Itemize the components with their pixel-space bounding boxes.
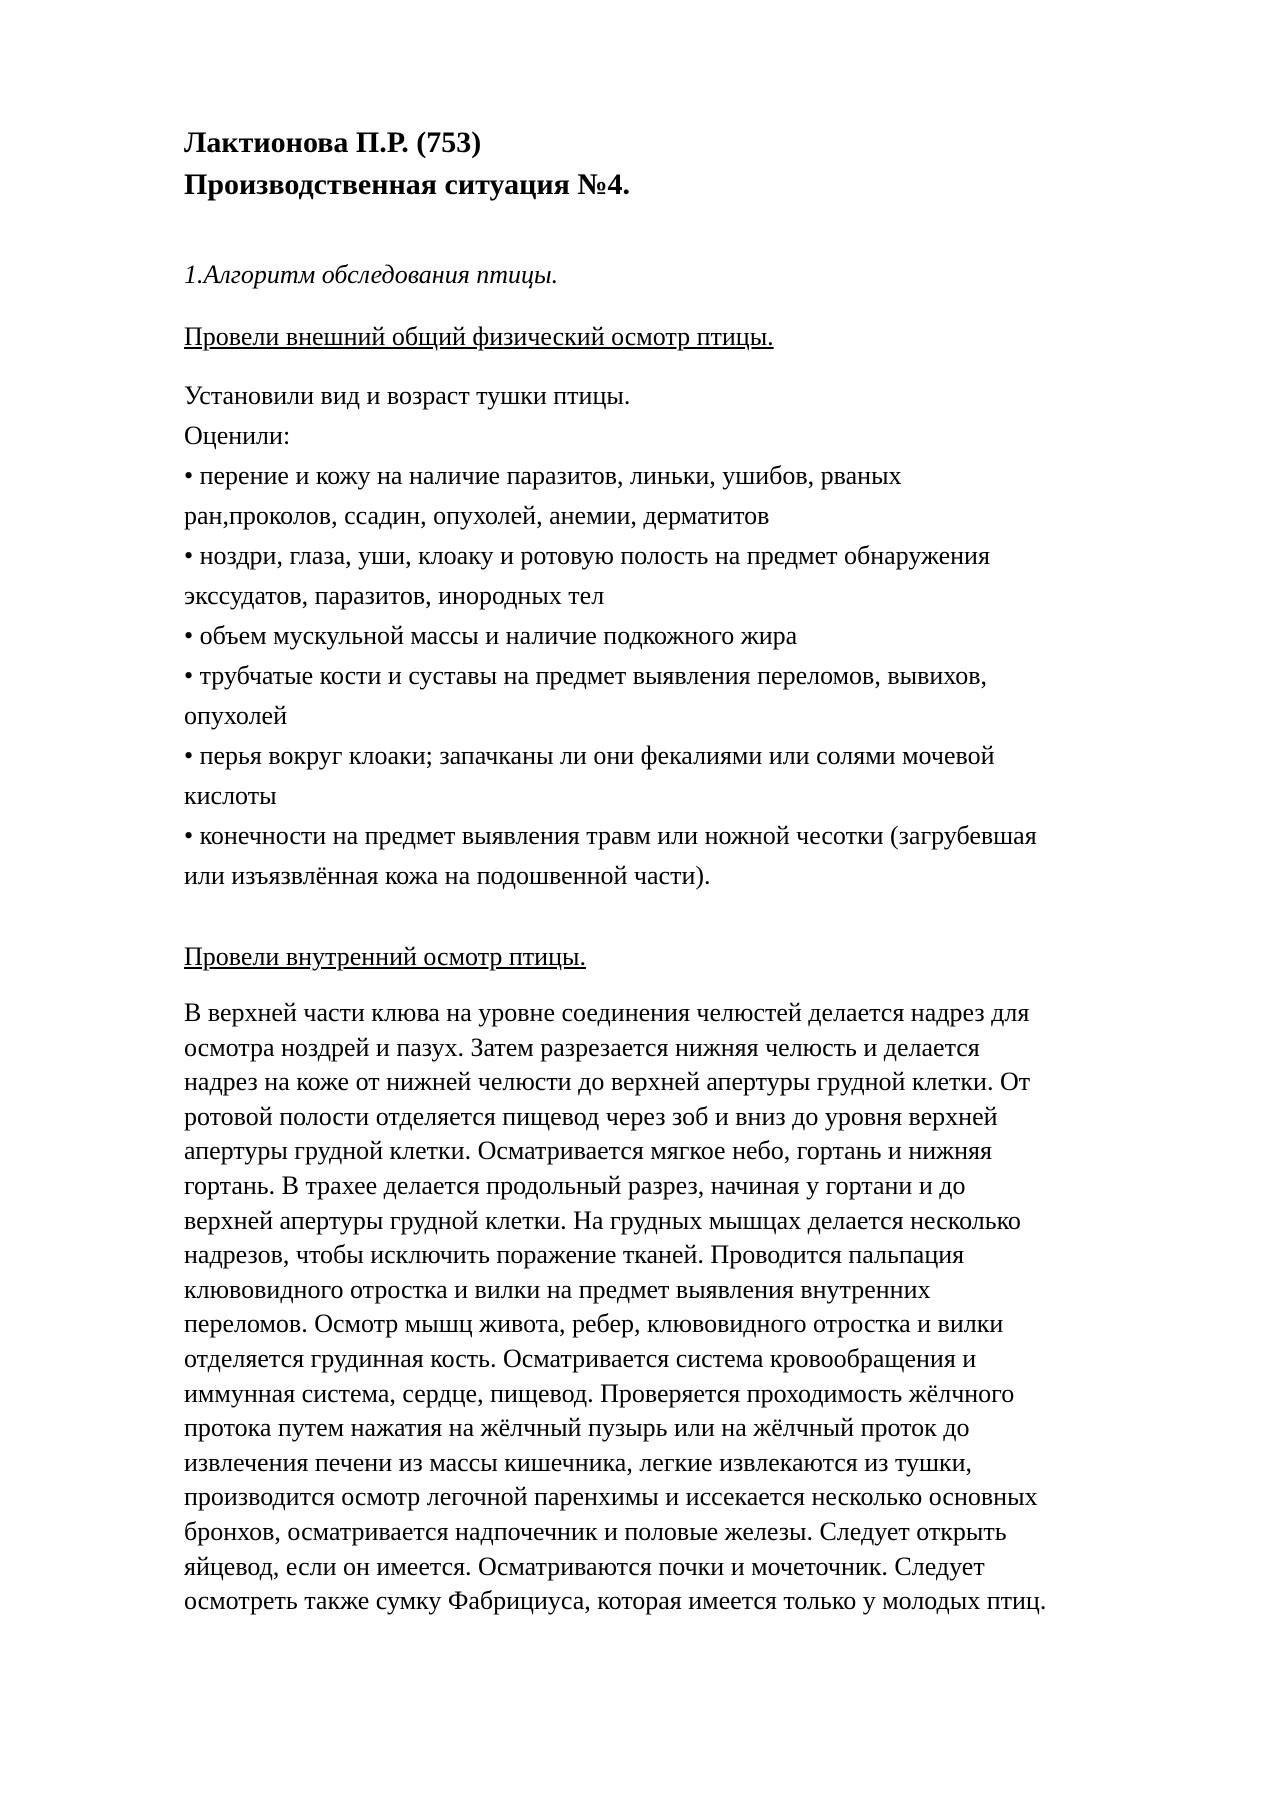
document-body bbox=[184, 122, 1194, 1616]
text-line: клювовидного отростка и вилки на предмет выявления внутренних bbox=[184, 1274, 931, 1304]
text-line: кислоты bbox=[184, 781, 277, 810]
list-item: • объем мускульной массы и наличие подкожного жира bbox=[184, 621, 798, 650]
external-exam-paragraph bbox=[184, 376, 1194, 896]
text-line: производится осмотр легочной паренхимы и иссекается несколько основных bbox=[184, 1482, 1038, 1512]
external-exam-heading: Провели внешний общий физический осмотр птицы. bbox=[184, 322, 774, 351]
text-line: яйцевод, если он имеется. Осматриваются почки и мочеточник. Следует bbox=[184, 1551, 985, 1581]
text-line: осмотра ноздрей и пазух. Затем разрезается нижняя челюсть и делается bbox=[184, 1032, 980, 1062]
text-line: протока путем нажатия на жёлчный пузырь или на жёлчный проток до bbox=[184, 1413, 970, 1443]
text-line: апертуры грудной клетки. Осматривается мягкое небо, гортань и нижняя bbox=[184, 1136, 992, 1166]
document-title: Производственная ситуация №4. bbox=[184, 168, 631, 201]
text-line: надрезов, чтобы исключить поражение тканей. Проводится пальпация bbox=[184, 1240, 965, 1270]
text-line: или изъязвлённая кожа на подошвенной части). bbox=[184, 861, 711, 890]
text-line: верхней апертуры грудной клетки. На грудных мышцах делается несколько bbox=[184, 1205, 1021, 1235]
text-line: опухолей bbox=[184, 701, 288, 730]
text-line: осмотреть также сумку Фабрициуса, которая имеется только у молодых птиц. bbox=[184, 1586, 1047, 1616]
list-item: • перья вокруг клоаки; запачканы ли они фекалиями или солями мочевой bbox=[184, 741, 995, 770]
text-line: отделяется грудинная кость. Осматривается система кровообращения и bbox=[184, 1343, 977, 1373]
text-line: иммунная система, сердце, пищевод. Проверяется проходимость жёлчного bbox=[184, 1378, 1015, 1408]
list-item: • конечности на предмет выявления травм или ножной чесотки (загрубевшая bbox=[184, 821, 1037, 850]
internal-exam-heading: Провели внутренний осмотр птицы. bbox=[184, 942, 586, 971]
text-line: В верхней части клюва на уровне соединения челюстей делается надрез для bbox=[184, 998, 1030, 1027]
text-line: Установили вид и возраст тушки птицы. bbox=[184, 381, 631, 410]
text-line: ротовой полости отделяется пищевод через зоб и вниз до уровня верхней bbox=[184, 1101, 998, 1131]
section-heading-algorithm: 1.Алгоритм обследования птицы. bbox=[184, 260, 559, 289]
text-line: бронхов, осматривается надпочечник и половые железы. Следует открыть bbox=[184, 1516, 1007, 1546]
text-line: надрез на коже от нижней челюсти до верхней апертуры грудной клетки. От bbox=[184, 1067, 1031, 1097]
internal-exam-paragraph bbox=[184, 996, 1194, 1619]
text-line: гортань. В трахее делается продольный разрез, начиная у гортани и до bbox=[184, 1170, 966, 1200]
author-line: Лактионова П.Р. (753) bbox=[184, 126, 482, 159]
text-line: извлечения печени из массы кишечника, легкие извлекаются из тушки, bbox=[184, 1447, 973, 1477]
list-item: • ноздри, глаза, уши, клоаку и ротовую полость на предмет обнаружения bbox=[184, 541, 990, 570]
text-line: ран,проколов, ссадин, опухолей, анемии, дерматитов bbox=[184, 501, 770, 530]
text-line: переломов. Осмотр мышц живота, ребер, клювовидного отростка и вилки bbox=[184, 1309, 1004, 1339]
list-item: • перение и кожу на наличие паразитов, линьки, ушибов, рваных bbox=[184, 461, 902, 490]
text-line: Оценили: bbox=[184, 421, 291, 450]
list-item: • трубчатые кости и суставы на предмет выявления переломов, вывихов, bbox=[184, 661, 988, 690]
text-line: экссудатов, паразитов, инородных тел bbox=[184, 581, 605, 610]
